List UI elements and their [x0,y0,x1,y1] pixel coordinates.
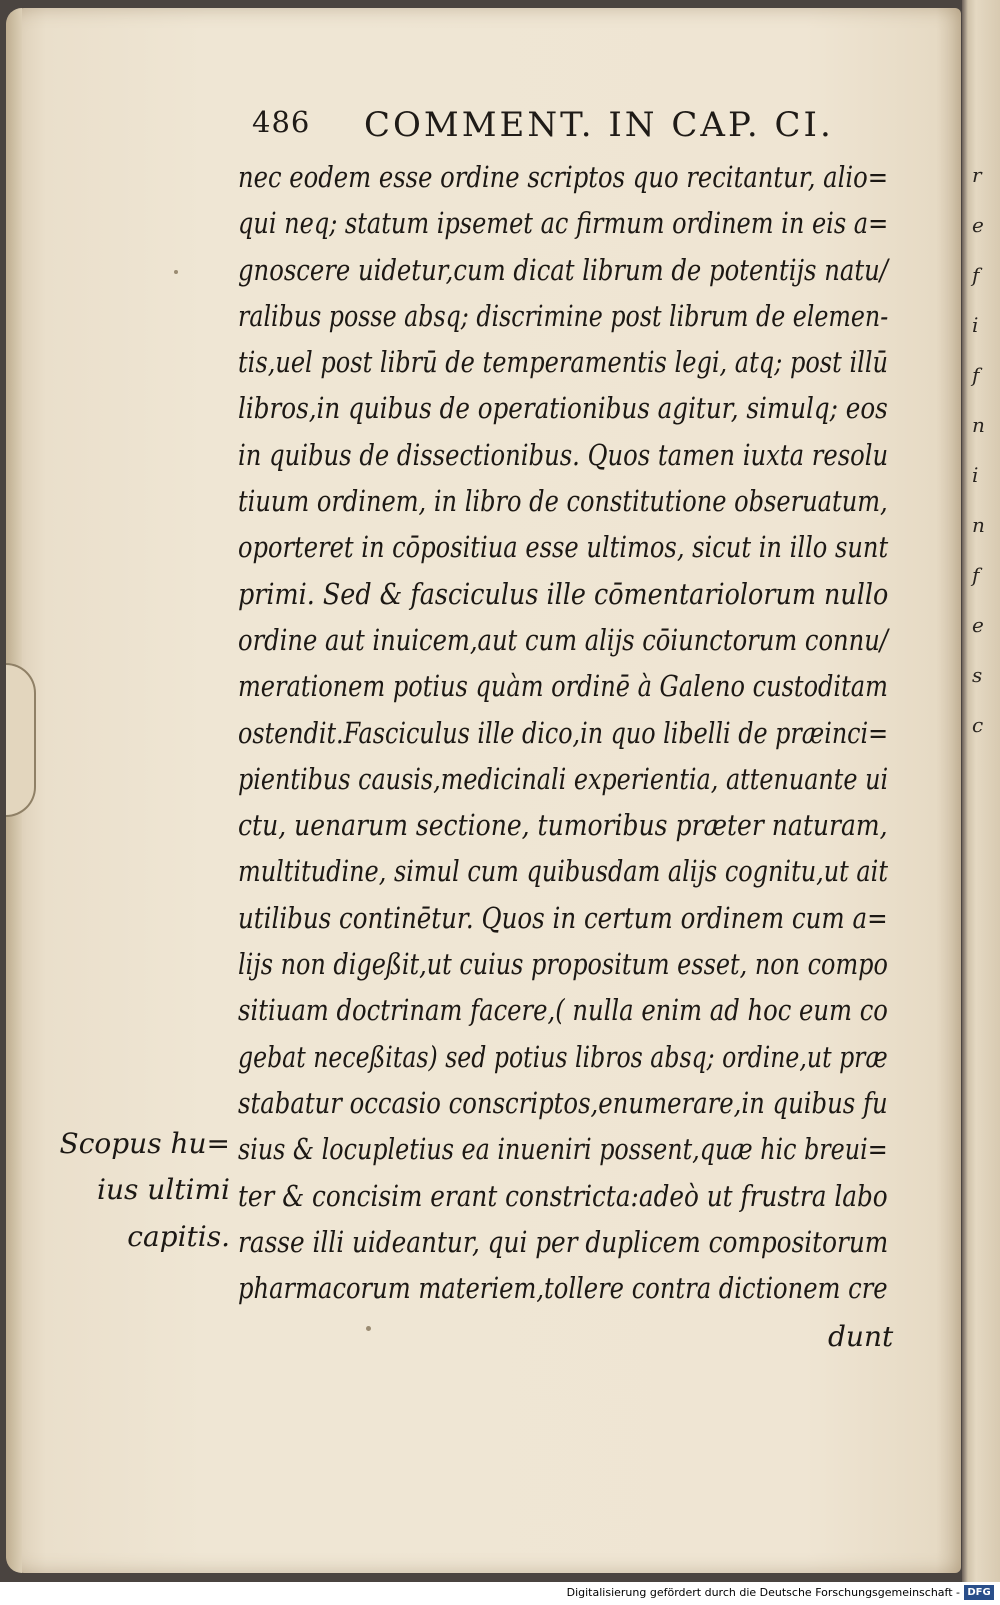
text-line: tis,uel post librū de temperamentis legi, atq; post illū [238,345,889,380]
text-line: pharmacorum materiem,tollere contra dictionem cre [238,1271,888,1306]
text-line: nec eodem esse ordine scriptos quo recitantur, alio= [238,160,889,194]
dfg-logo: DFG [964,1585,994,1600]
text-line: ter & concisim erant constricta:adeò ut frustra labo [238,1178,888,1213]
text-line: sitiuam doctrinam facere,( nulla enim ad hoc eum co [238,993,888,1028]
facing-page-fragment: e [972,213,984,237]
main-text-block [238,160,898,1317]
footer-bar [0,1582,1000,1605]
page-header [252,105,852,153]
text-line: multitudine, simul cum quibusdam alijs cognitu,ut ait [238,854,888,889]
facing-page-fragment: n [972,513,985,537]
facing-page-fragment: e [972,613,984,637]
text-line: libros,in quibus de operationibus agitur, simulq; eos [238,391,888,426]
text-line: ostendit.Fasciculus ille dico,in quo libelli de præinci= [238,715,889,750]
paper-speck [174,270,178,274]
digitization-credit: Digitalisierung gefördert durch die Deutsche Forschungsgemeinschaft - [566,1586,960,1599]
margin-note-line: Scopus hu= [59,1127,230,1160]
facing-page-fragment: f [972,363,980,387]
running-title: COMMENT. IN CAP. CI. [364,105,834,145]
page-number: 486 [252,105,311,139]
text-line: ctu, uenarum sectione, tumoribus præter naturam, [238,808,888,843]
text-line: pientibus causis,medicinali experientia, attenuante ui [238,761,889,796]
facing-page-fragment: f [972,563,980,587]
text-line: gebat neceßitas) sed potius libros absq; ordine,ut præ [238,1039,888,1074]
text-line: utilibus continētur. Quos in certum ordinem cum a= [238,900,888,935]
paper-speck [366,1326,371,1331]
facing-page-fragment: f [972,263,980,287]
text-line: sius & locupletius ea inueniri possent,quæ hic breui= [238,1132,888,1167]
text-line: lijs non digeßit,ut cuius propositum esset, non compo [238,947,888,982]
facing-page-fragment: i [972,313,979,337]
text-line: gnoscere uidetur,cum dicat librum de potentijs natu/ [238,252,888,287]
text-line: rasse illi uideantur, qui per duplicem compositorum [238,1224,889,1259]
text-line: in quibus de dissectionibus. Quos tamen iuxta resolu [238,437,889,472]
text-line: primi. Sed & fasciculus ille cōmentariolorum nullo [238,576,889,611]
catchword: dunt [828,1320,894,1353]
facing-page-fragment: s [972,663,983,687]
text-line: ralibus posse absq; discrimine post librum de elemen- [238,298,889,333]
margin-note [40,1127,230,1266]
text-line: qui neq; statum ipsemet ac firmum ordinem in eis a= [238,206,889,241]
margin-note-line: capitis. [127,1219,230,1253]
margin-note-line: ius ultimi [97,1173,230,1207]
text-line: ordine aut inuicem,aut cum alijs cōiunctorum connu/ [238,622,888,657]
facing-page-text-fragments [972,150,996,950]
facing-page-fragment: n [972,413,985,437]
text-line: stabatur occasio conscriptos,enumerare,in quibus fu [238,1085,888,1120]
text-line: oporteret in cōpositiua esse ultimos, sicut in illo sunt [238,530,889,565]
facing-page-fragment: r [972,163,982,187]
text-line: merationem potius quàm ordinē à Galeno custoditam [238,669,888,704]
facing-page-fragment: c [972,713,984,737]
page-tab-notch [6,663,36,817]
facing-page-fragment: i [972,463,979,487]
text-line: tiuum ordinem, in libro de constitutione obseruatum, [238,484,888,519]
